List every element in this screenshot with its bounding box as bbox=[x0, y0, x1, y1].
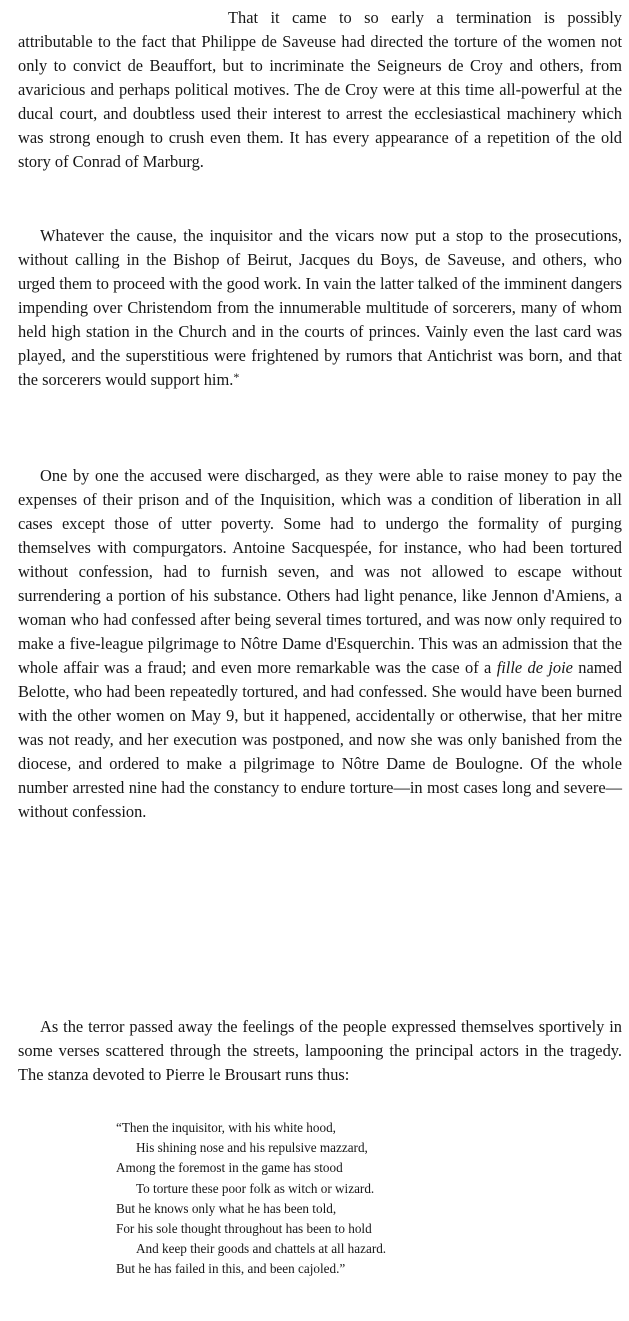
verse-line: His shining nose and his repulsive mazzard, bbox=[136, 1140, 368, 1156]
verse-line: And keep their goods and chattels at all hazard. bbox=[136, 1241, 387, 1257]
paragraph-1: That it came to so early a termination is possibly attributable to the fact that Philippe de Saveuse had directed the torture of the women not only to convict de Beauffort, but to incriminate the Seigneurs de Croy and others, from avaricious and perhaps political motives. The de Croy were at this time all-powerful at the ducal court, and doubtless used their interest to arrest the ecclesiastical machinery which was strong enough to crush even them. It has every appearance of a repetition of the old story of Conrad of Marburg. bbox=[18, 8, 622, 171]
paragraph-4: As the terror passed away the feelings of the people expressed themselves sportively in some verses scattered through the streets, lampooning the principal actors in the tragedy. The stanza devoted to Pierre le Brousart runs thus: bbox=[18, 1017, 622, 1084]
verse-line: But he has failed in this, and been cajoled.” bbox=[116, 1261, 346, 1277]
verse-line: Among the foremost in the game has stood bbox=[116, 1160, 343, 1176]
paragraph-2 bbox=[18, 224, 622, 392]
paragraph-2-text: Whatever the cause, the inquisitor and the vicars now put a stop to the prosecutions, without calling in the Bishop of Beirut, Jacques du Boys, de Saveuse, and others, who urged them to proceed with the good work. In vain the latter talked of the imminent dangers impending over Christendom from the innumerable multitude of sorcerers, many of whom held high station in the Church and in the courts of princes. Vainly even the last card was played, and the superstitious were frightened by rumors that Antichrist was born, and that the sorcerers would support him. bbox=[18, 226, 622, 389]
footnote-mark: * bbox=[233, 370, 240, 384]
verse-line: To torture these poor folk as witch or wizard. bbox=[136, 1180, 375, 1196]
paragraph-3 bbox=[18, 464, 622, 824]
verse-line: For his sole thought throughout has been to hold bbox=[116, 1221, 372, 1237]
paragraph-3-text-b: named Belotte, who had been repeatedly tortured, and had confessed. She would have been burned with the other women on May 9, but it happened, accidentally or otherwise, that her mitre was not ready, and her execution was postponed, and now she was only banished from the diocese, and ordered to make a pilgrimage to Nôtre Dame de Boulogne. Of the whole number arrested nine had the constancy to endure torture—in most cases long and severe—without confession. bbox=[18, 658, 622, 821]
paragraph-3-text-a: One by one the accused were discharged, as they were able to raise money to pay the expenses of their prison and of the Inquisition, which was a condition of liberation in all cases except those of utter poverty. Some had to undergo the formality of purging themselves with compurgators. Antoine Sacquespée, for instance, who had been tortured without confession, had to furnish seven, and was not allowed to escape without surrendering a portion of his substance. Others had light penance, like Jennon d'Amiens, a woman who had confessed after being several times tortured, and was now only required to make a five-league pilgrimage to Nôtre Dame d'Esquerchin. This was an admission that the whole affair was a fraud; and even more remarkable was the case of a bbox=[18, 466, 622, 677]
verse-line: But he knows only what he has been told, bbox=[116, 1200, 337, 1216]
verse-stanza bbox=[116, 1118, 536, 1280]
italic-phrase: fille de joie bbox=[496, 658, 573, 677]
verse-line: “Then the inquisitor, with his white hood, bbox=[116, 1120, 336, 1135]
